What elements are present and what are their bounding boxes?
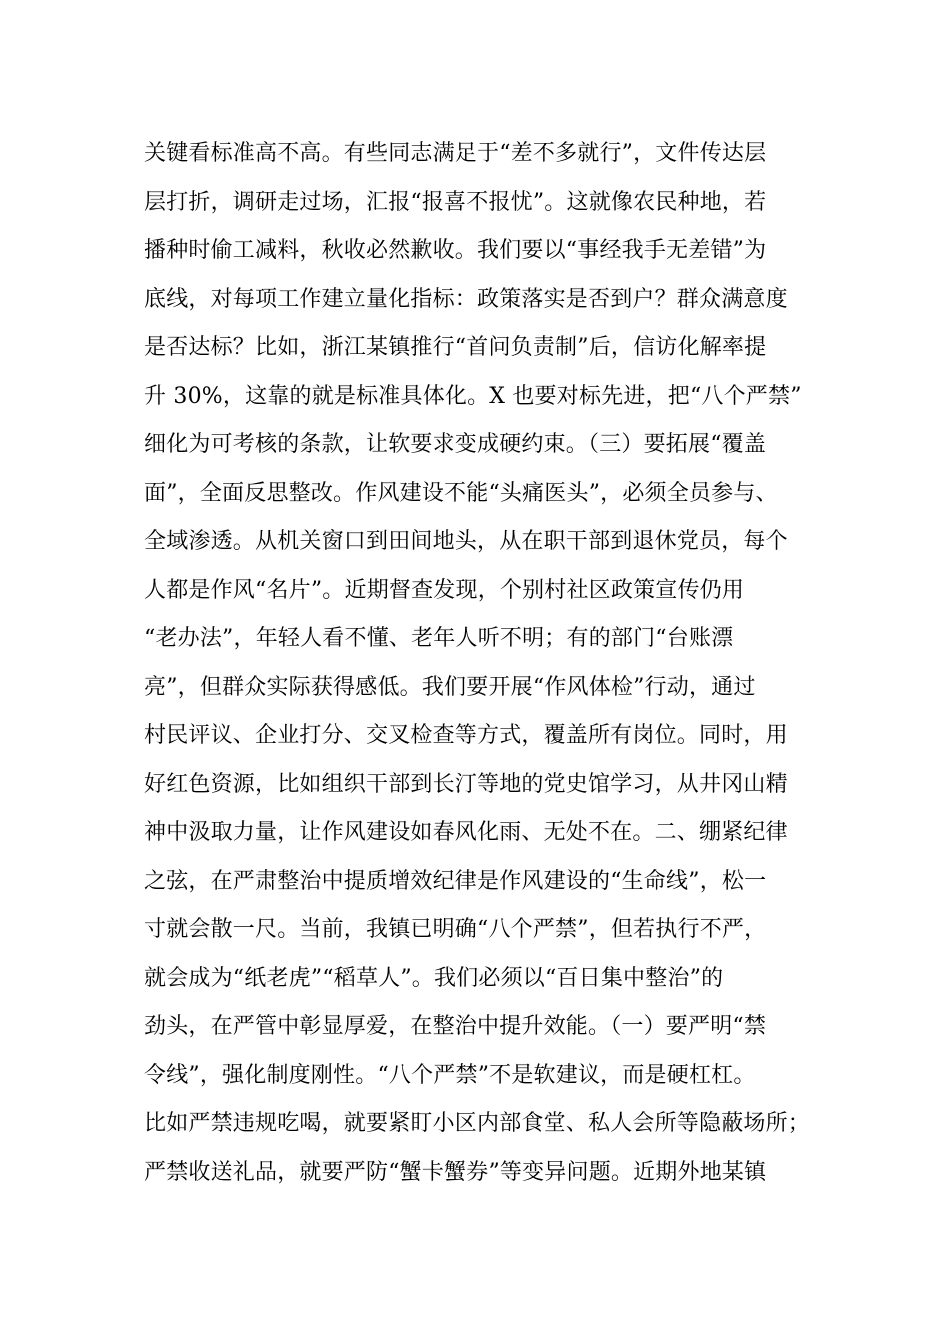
text-line: 亮”，但群众实际获得感低。我们要开展“作风体检”行动，通过: [144, 674, 756, 700]
text-line: 神中汲取力量，让作风建设如春风化雨、无处不在。二、绷紧纪律: [144, 820, 788, 845]
text-line: 升 30%，这靠的就是标准具体化。X 也要对标先进，把“八个严禁”: [144, 383, 802, 409]
text-line: 比如严禁违规吃喝，就要紧盯小区内部食堂、私人会所等隐蔽场所；: [144, 1111, 811, 1136]
text-line: 人都是作风“名片”。近期督查发现，个别村社区政策宣传仍用: [144, 577, 745, 603]
text-line: 层打折，调研走过场，汇报“报喜不报忧”。这就像农民种地，若: [144, 189, 767, 215]
text-line: 底线，对每项工作建立量化指标：政策落实是否到户？群众满意度: [144, 286, 788, 312]
text-line: 之弦，在严肃整治中提质增效纪律是作风建设的“生命线”，松一: [144, 868, 767, 894]
text-line: 劲头，在严管中彰显厚爱，在整治中提升效能。（一）要严明“禁: [144, 1014, 767, 1039]
text-line: 关键看标准高不高。有些同志满足于“差不多就行”，文件传达层: [144, 141, 767, 166]
text-line: 播种时偷工减料，秋收必然歉收。我们要以“事经我手无差错”为: [144, 238, 767, 263]
text-line: “老办法”，年轻人看不懂、老年人听不明；有的部门“台账漂: [144, 626, 734, 651]
text-line: 就会成为“纸老虎”“稻草人”。我们必须以“百日集中整治”的: [144, 965, 724, 991]
text-line: 村民评议、企业打分、交叉检查等方式，覆盖所有岗位。同时，用: [144, 723, 788, 748]
text-line: 寸就会散一尺。当前，我镇已明确“八个严禁”，但若执行不严，: [144, 917, 767, 942]
body-text: [144, 130, 824, 1197]
text-line: 面”，全面反思整改。作风建设不能“头痛医头”，必须全员参与、: [144, 480, 778, 506]
text-line: 严禁收送礼品，就要严防“蟹卡蟹券”等变异问题。近期外地某镇: [144, 1159, 767, 1185]
text-line: 全域渗透。从机关窗口到田间地头，从在职干部到退休党员，每个: [144, 529, 788, 554]
text-line: 是否达标？比如，浙江某镇推行“首问负责制”后，信访化解率提: [144, 335, 767, 360]
text-line: 好红色资源，比如组织干部到长汀等地的党史馆学习，从井冈山精: [144, 771, 788, 797]
text-line: 细化为可考核的条款，让软要求变成硬约束。（三）要拓展“覆盖: [144, 432, 767, 457]
text-line: 令线”，强化制度刚性。“八个严禁”不是软建议，而是硬杠杠。: [144, 1062, 756, 1088]
